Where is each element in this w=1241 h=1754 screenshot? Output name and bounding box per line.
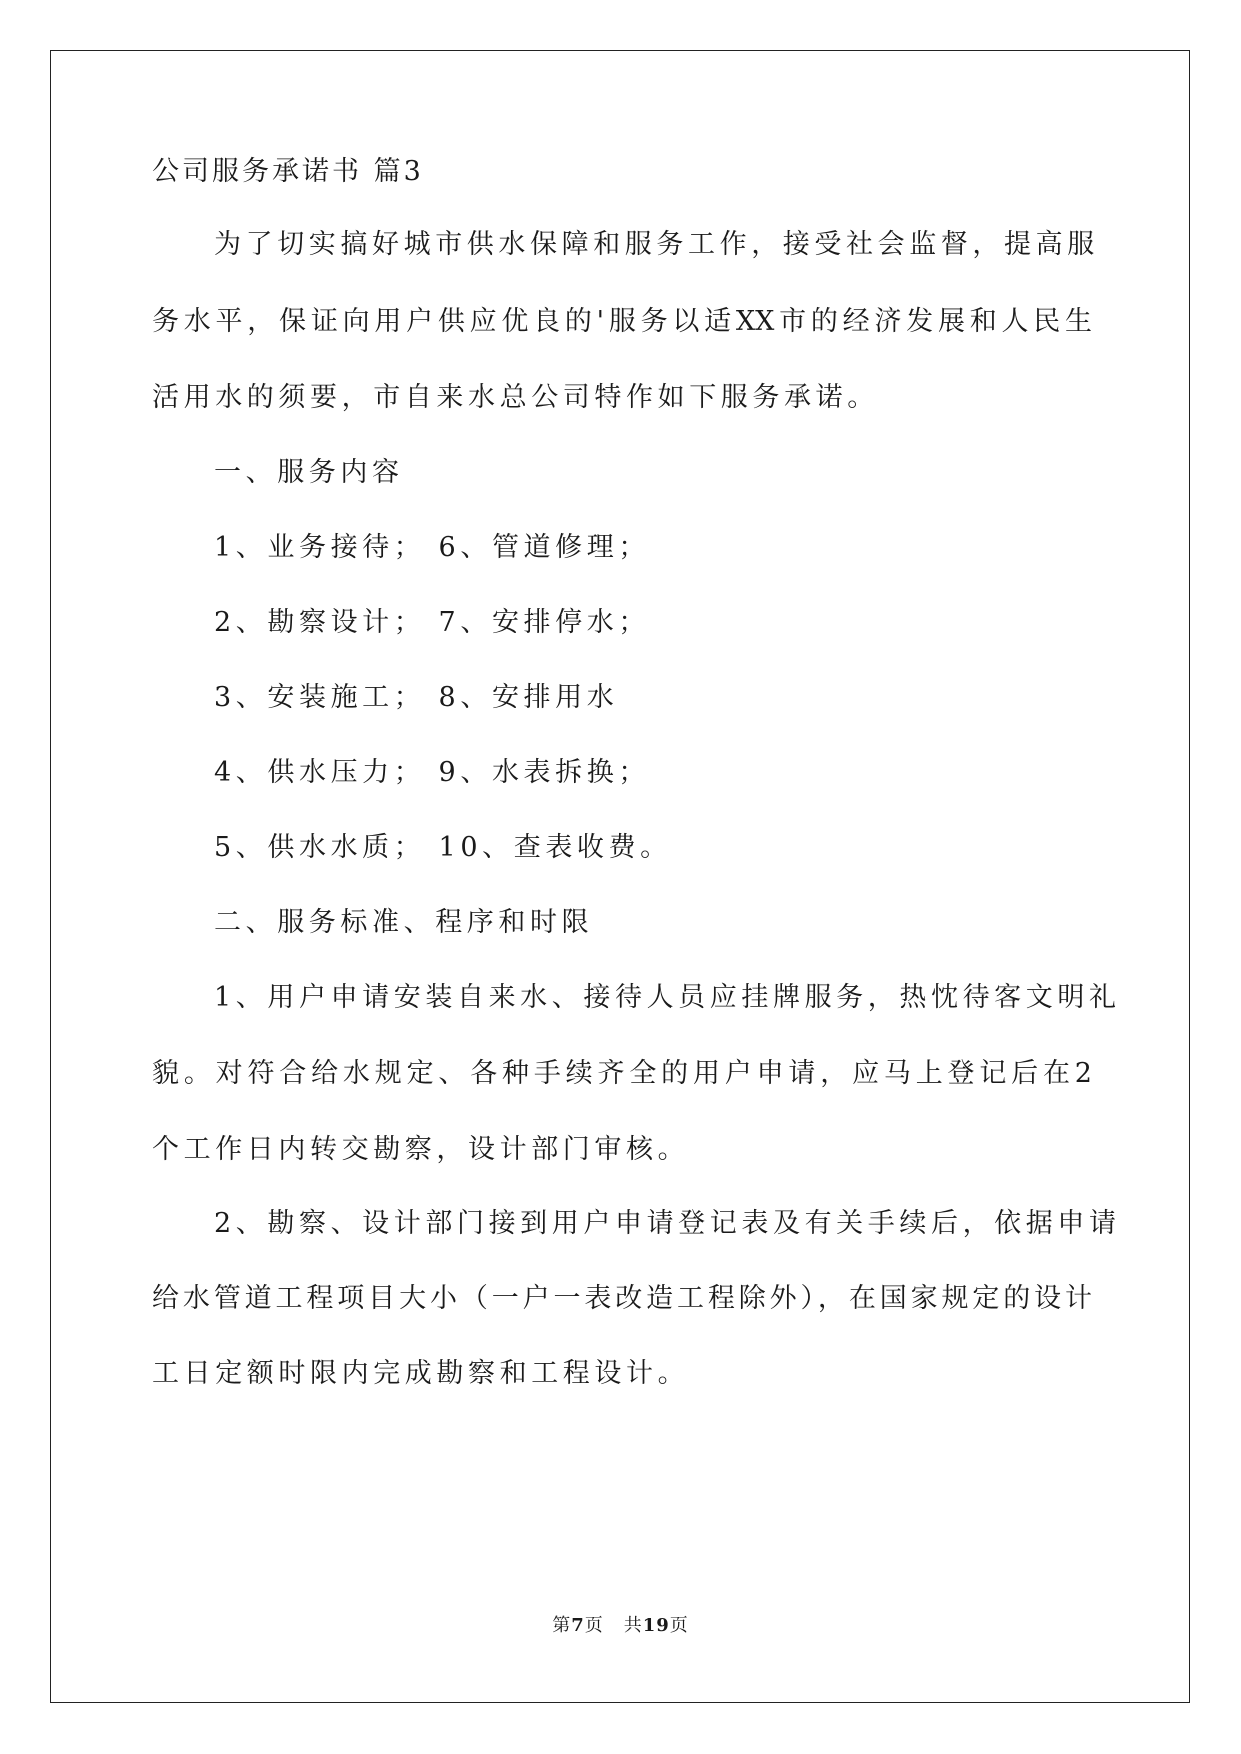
document-title: 公司服务承诺书 篇3	[152, 156, 424, 187]
footer-page-prefix: 第	[552, 1615, 572, 1636]
section-heading-service-content: 一、服务内容	[214, 457, 404, 488]
footer-total-pages: 19	[642, 1615, 670, 1636]
service-item-row: 4、供水压力； 9、水表拆换；	[214, 757, 650, 788]
service-item-row: 5、供水水质； 10、查表收费。	[214, 832, 672, 863]
para1-line-2: 貌。对符合给水规定、各种手续齐全的用户申请，应马上登记后在2	[152, 1058, 1092, 1089]
section-heading-standards: 二、服务标准、程序和时限	[214, 907, 594, 938]
footer-page-suffix: 页	[584, 1615, 604, 1636]
footer-total-suffix: 页	[669, 1615, 689, 1636]
page-footer	[0, 1614, 1241, 1638]
para1-line-3: 个工作日内转交勘察，设计部门审核。	[152, 1134, 690, 1165]
service-item-row: 1、业务接待； 6、管道修理；	[214, 532, 650, 563]
page-border	[50, 50, 1190, 1703]
service-item-row: 3、安装施工； 8、安排用水	[214, 682, 619, 713]
intro-line-1: 为了切实搞好城市供水保障和服务工作，接受社会监督，提高服	[214, 229, 1099, 260]
service-item-row: 2、勘察设计； 7、安排停水；	[214, 607, 650, 638]
para1-line-1: 1、用户申请安装自来水、接待人员应挂牌服务，热忱待客文明礼	[214, 982, 1121, 1013]
para2-line-2: 给水管道工程项目大小（一户一表改造工程除外），在国家规定的设计	[152, 1283, 1092, 1314]
para2-line-3: 工日定额时限内完成勘察和工程设计。	[152, 1358, 690, 1389]
footer-total-prefix: 共	[623, 1615, 643, 1636]
intro-line-2: 务水平，保证向用户供应优良的'服务以适XX市的经济发展和人民生	[152, 306, 1092, 337]
footer-page-number: 7	[571, 1615, 585, 1636]
intro-line-3: 活用水的须要，市自来水总公司特作如下服务承诺。	[152, 382, 879, 413]
para2-line-1: 2、勘察、设计部门接到用户申请登记表及有关手续后，依据申请	[214, 1208, 1121, 1239]
